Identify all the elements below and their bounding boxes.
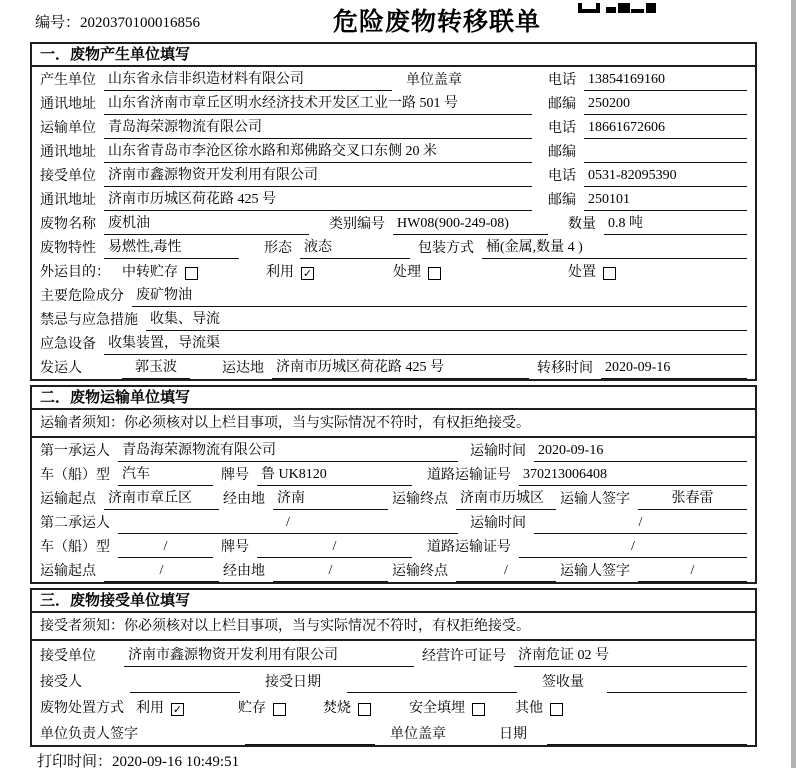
producer-zip-label: 邮编 bbox=[548, 97, 576, 112]
responsible-sign-label: 单位负责人签字 bbox=[40, 727, 138, 742]
section-transport-title: 二．废物运输单位填写 bbox=[32, 387, 755, 410]
row-receiver-address bbox=[32, 187, 755, 211]
route-end-value: 济南市历城区 bbox=[456, 488, 556, 510]
row-accept-unit bbox=[32, 641, 755, 667]
document-number-value: 2020370100016856 bbox=[80, 15, 201, 31]
row-transport-address bbox=[32, 139, 755, 163]
row-receipt bbox=[32, 667, 755, 693]
transport-address-label: 通讯地址 bbox=[40, 145, 96, 160]
packing-value: 桶(金属,数量 4 ) bbox=[482, 237, 747, 259]
transport-phone-label: 电话 bbox=[548, 121, 576, 136]
receiver-phone-value: 0531-82095390 bbox=[584, 165, 747, 187]
route-end-label: 运输终点 bbox=[392, 492, 448, 507]
row-vehicle-1 bbox=[32, 462, 755, 486]
row-hazard-component bbox=[32, 283, 755, 307]
disposal-option-store: 贮存 bbox=[238, 698, 286, 719]
receiver-address-value: 济南市历城区荷花路 425 号 bbox=[104, 189, 532, 211]
section-receiver bbox=[30, 588, 757, 747]
print-time-label: 打印时间： bbox=[37, 754, 113, 770]
emergency-measures-value: 收集、导流 bbox=[146, 309, 747, 331]
waste-qty-label: 数量 bbox=[568, 217, 596, 232]
vehicle-type-2-value: / bbox=[118, 536, 213, 558]
carrier-sign-2-value: / bbox=[638, 560, 747, 582]
receiver-phone-label: 电话 bbox=[548, 169, 576, 184]
window-edge-scrollbar bbox=[791, 0, 796, 768]
row-waste-character bbox=[32, 235, 755, 259]
row-waste-name bbox=[32, 211, 755, 235]
row-producer-unit bbox=[32, 67, 755, 91]
row-vehicle-2 bbox=[32, 534, 755, 558]
shipper-label: 发运人 bbox=[40, 361, 82, 376]
producer-zip-value: 250200 bbox=[584, 93, 747, 115]
route-start-value: 济南市章丘区 bbox=[104, 488, 219, 510]
waste-code-value: HW08(900-249-08) bbox=[393, 213, 548, 235]
vehicle-type-2-label: 车（船）型 bbox=[40, 540, 110, 555]
transport-phone-value: 18661672606 bbox=[584, 117, 747, 139]
document-number bbox=[35, 11, 200, 32]
manifest-form bbox=[30, 42, 757, 747]
transport-unit-label: 运输单位 bbox=[40, 121, 96, 136]
license-value: 济南危证 02 号 bbox=[514, 645, 747, 667]
vehicle-type-value: 汽车 bbox=[118, 464, 213, 486]
checkbox-icon bbox=[428, 267, 441, 280]
transport-time-label: 运输时间 bbox=[470, 444, 526, 459]
plate-2-label: 牌号 bbox=[221, 540, 249, 555]
road-permit-value: 370213006408 bbox=[519, 464, 747, 486]
receiver-notice: 接受者须知：你必须核对以上栏目事项，当与实际情况不符时，有权拒绝接受。 bbox=[32, 613, 755, 641]
row-route-2 bbox=[32, 558, 755, 582]
check-mark: ✓ bbox=[302, 267, 313, 280]
waste-name-label: 废物名称 bbox=[40, 217, 96, 232]
accept-date-value bbox=[347, 671, 517, 693]
transfer-purpose-label: 外运目的： bbox=[40, 265, 110, 280]
emergency-equipment-label: 应急设备 bbox=[40, 337, 96, 352]
second-carrier-label: 第二承运人 bbox=[40, 516, 110, 531]
row-receiver-unit bbox=[32, 163, 755, 187]
route-end-2-value: / bbox=[456, 560, 556, 582]
checkbox-icon bbox=[472, 703, 485, 716]
disposal-option-other: 其他 bbox=[515, 698, 563, 719]
row-transfer-purpose bbox=[32, 259, 755, 283]
route-start-label: 运输起点 bbox=[40, 492, 96, 507]
vehicle-type-label: 车（船）型 bbox=[40, 468, 110, 483]
checkbox-checked-icon bbox=[171, 703, 184, 716]
unit-stamp-label: 单位盖章 bbox=[406, 73, 462, 88]
receiver-unit-value: 济南市鑫源物资开发利用有限公司 bbox=[104, 165, 532, 187]
signed-amount-label: 签收量 bbox=[542, 675, 584, 690]
disposal-method-label: 废物处置方式 bbox=[40, 701, 124, 716]
hazard-component-value: 废矿物油 bbox=[132, 285, 747, 307]
qr-code-fragment-icon bbox=[578, 0, 656, 10]
waste-code-label: 类别编号 bbox=[329, 217, 385, 232]
route-start-2-label: 运输起点 bbox=[40, 564, 96, 579]
transfer-time-label: 转移时间 bbox=[537, 361, 593, 376]
waste-form-label: 形态 bbox=[264, 241, 292, 256]
row-second-carrier bbox=[32, 510, 755, 534]
date-value bbox=[547, 723, 747, 745]
carrier-sign-label: 运输人签字 bbox=[560, 492, 630, 507]
hazard-component-label: 主要危险成分 bbox=[40, 289, 124, 304]
producer-unit-label: 产生单位 bbox=[40, 73, 96, 88]
route-via-2-value: / bbox=[273, 560, 388, 582]
accept-unit-label: 接受单位 bbox=[40, 649, 96, 664]
purpose-option-dispose: 处置 bbox=[568, 262, 616, 283]
section-producer-title: 一．废物产生单位填写 bbox=[32, 44, 755, 67]
transport-zip-value bbox=[584, 141, 747, 163]
disposal-option-use: 利用 ✓ bbox=[136, 701, 183, 716]
first-carrier-label: 第一承运人 bbox=[40, 444, 110, 459]
signed-amount-value bbox=[607, 671, 747, 693]
section-producer bbox=[30, 42, 757, 381]
producer-address-label: 通讯地址 bbox=[40, 97, 96, 112]
waste-name-value: 废机油 bbox=[104, 213, 309, 235]
document-number-label: 编号： bbox=[35, 15, 81, 31]
waste-character-label: 废物特性 bbox=[40, 241, 96, 256]
receiver-address-label: 通讯地址 bbox=[40, 193, 96, 208]
carrier-sign-value: 张春雷 bbox=[638, 488, 747, 510]
purpose-option-use: 利用 ✓ bbox=[266, 265, 313, 280]
producer-phone-value: 13854169160 bbox=[584, 69, 747, 91]
waste-qty-value: 0.8 吨 bbox=[604, 213, 747, 235]
receiver-unit-label: 接受单位 bbox=[40, 169, 96, 184]
route-end-2-label: 运输终点 bbox=[392, 564, 448, 579]
row-emergency-equipment bbox=[32, 331, 755, 355]
row-route-1 bbox=[32, 486, 755, 510]
section-receiver-title: 三．废物接受单位填写 bbox=[32, 590, 755, 613]
transport-notice: 运输者须知：你必须核对以上栏目事项，当与实际情况不符时，有权拒绝接受。 bbox=[32, 410, 755, 438]
transport-time-2-label: 运输时间 bbox=[470, 516, 526, 531]
checkbox-icon bbox=[550, 703, 563, 716]
producer-phone-label: 电话 bbox=[548, 73, 576, 88]
check-mark: ✓ bbox=[172, 703, 183, 716]
plate-2-value: / bbox=[257, 536, 412, 558]
checkbox-icon bbox=[273, 703, 286, 716]
transport-time-value: 2020-09-16 bbox=[534, 440, 747, 462]
plate-value: 鲁 UK8120 bbox=[257, 464, 412, 486]
disposal-option-incinerate: 焚烧 bbox=[323, 698, 371, 719]
row-transport-unit bbox=[32, 115, 755, 139]
producer-unit-value: 山东省永信非织造材料有限公司 bbox=[104, 69, 392, 91]
destination-value: 济南市历城区荷花路 425 号 bbox=[272, 357, 529, 379]
emergency-measures-label: 禁忌与应急措施 bbox=[40, 313, 138, 328]
purpose-option-treat: 处理 bbox=[393, 262, 441, 283]
accept-date-label: 接受日期 bbox=[265, 675, 321, 690]
waste-form-value: 液态 bbox=[300, 237, 410, 259]
plate-label: 牌号 bbox=[221, 468, 249, 483]
accept-person-value bbox=[130, 671, 240, 693]
packing-label: 包装方式 bbox=[418, 241, 474, 256]
route-via-label: 经由地 bbox=[223, 492, 265, 507]
row-producer-address bbox=[32, 91, 755, 115]
road-permit-label: 道路运输证号 bbox=[427, 468, 511, 483]
checkbox-icon bbox=[358, 703, 371, 716]
transport-unit-value: 青岛海荣源物流有限公司 bbox=[104, 117, 532, 139]
license-label: 经营许可证号 bbox=[422, 649, 506, 664]
receiver-zip-label: 邮编 bbox=[548, 193, 576, 208]
row-dispatch bbox=[32, 355, 755, 379]
route-start-2-value: / bbox=[104, 560, 219, 582]
road-permit-2-value: / bbox=[519, 536, 747, 558]
disposal-option-landfill: 安全填埋 bbox=[409, 698, 485, 719]
route-via-value: 济南 bbox=[273, 488, 388, 510]
transport-address-value: 山东省青岛市李沧区徐水路和郑佛路交叉口东侧 20 米 bbox=[104, 141, 532, 163]
checkbox-checked-icon bbox=[301, 267, 314, 280]
page-title: 危险废物转移联单 bbox=[333, 9, 542, 36]
row-responsible-sign bbox=[32, 719, 755, 745]
row-first-carrier bbox=[32, 438, 755, 462]
accept-unit-value: 济南市鑫源物资开发利用有限公司 bbox=[124, 645, 414, 667]
responsible-sign-value bbox=[245, 723, 375, 745]
shipper-value: 郭玉波 bbox=[122, 357, 190, 379]
date-label: 日期 bbox=[499, 727, 527, 742]
transport-time-2-value: / bbox=[534, 512, 747, 534]
first-carrier-value: 青岛海荣源物流有限公司 bbox=[118, 440, 458, 462]
row-emergency-measures bbox=[32, 307, 755, 331]
carrier-sign-2-label: 运输人签字 bbox=[560, 564, 630, 579]
accept-person-label: 接受人 bbox=[40, 675, 82, 690]
emergency-equipment-value: 收集装置，导流渠 bbox=[104, 333, 747, 355]
purpose-option-storage: 中转贮存 bbox=[122, 262, 198, 283]
second-carrier-value: / bbox=[118, 512, 458, 534]
row-disposal-method bbox=[32, 693, 755, 719]
section-transport bbox=[30, 385, 757, 584]
unit-stamp-2-label: 单位盖章 bbox=[390, 727, 446, 742]
transfer-time-value: 2020-09-16 bbox=[601, 357, 747, 379]
producer-address-value: 山东省济南市章丘区明水经济技术开发区工业一路 501 号 bbox=[104, 93, 532, 115]
route-via-2-label: 经由地 bbox=[223, 564, 265, 579]
road-permit-2-label: 道路运输证号 bbox=[427, 540, 511, 555]
checkbox-icon bbox=[185, 267, 198, 280]
checkbox-icon bbox=[603, 267, 616, 280]
transport-zip-label: 邮编 bbox=[548, 145, 576, 160]
receiver-zip-value: 250101 bbox=[584, 189, 747, 211]
waste-character-value: 易燃性,毒性 bbox=[104, 237, 239, 259]
print-time-value: 2020-09-16 10:49:51 bbox=[112, 754, 240, 770]
destination-label: 运达地 bbox=[222, 361, 264, 376]
